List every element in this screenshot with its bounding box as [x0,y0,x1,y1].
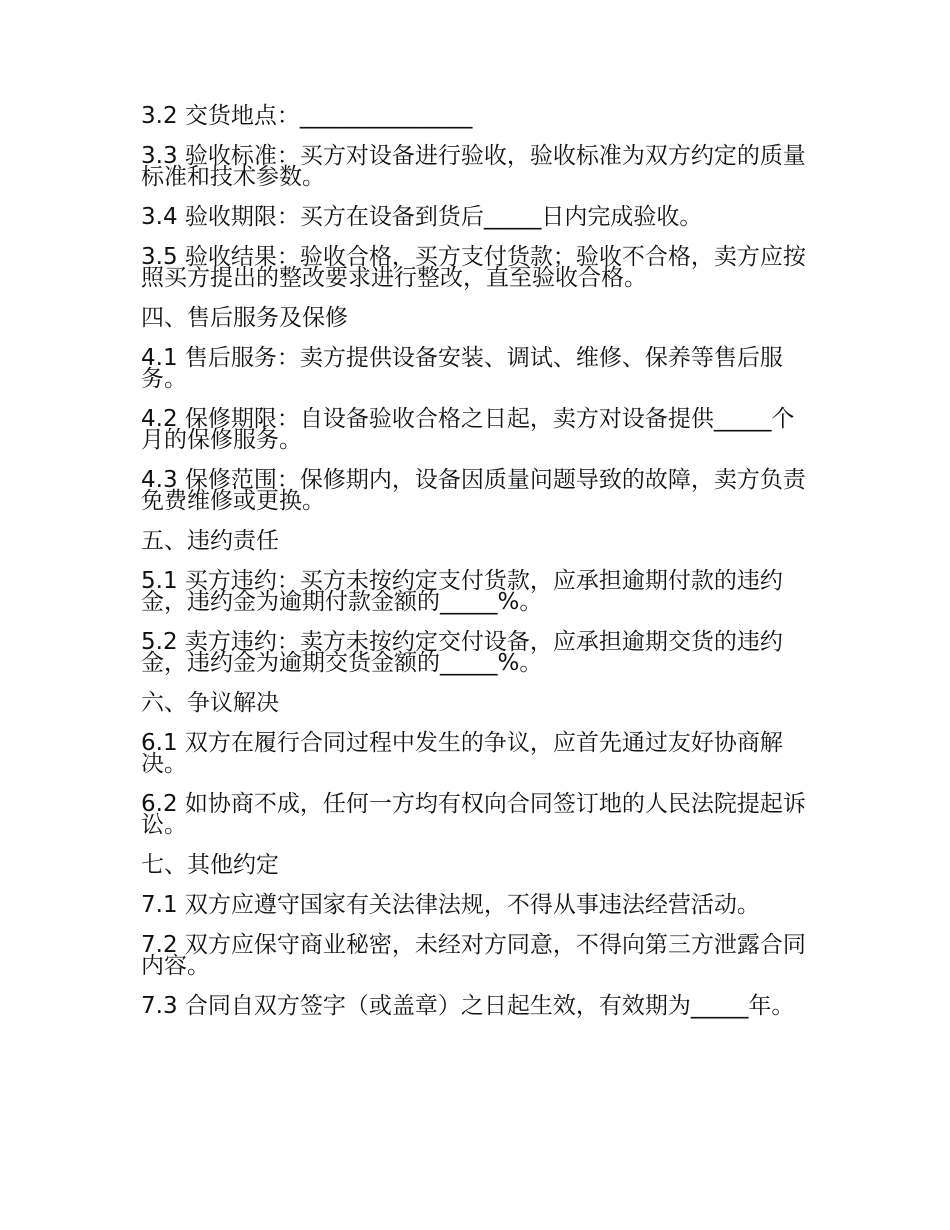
clause-4-3-warranty-scope: 4.3 保修范围：保修期内，设备因质量问题导致的故障，卖方负责免费维修或更换。 [141,467,806,514]
clause-7-3-effectiveness: 7.3 合同自双方签字（或盖章）之日起生效，有效期为_____年。 [141,993,795,1019]
clause-3-5-acceptance-result: 3.5 验收结果：验收合格，买方支付货款；验收不合格，卖方应按照买方提出的整改要求进行整改，直至验收合格。 [141,244,806,291]
clause-7-2-confidentiality: 7.2 双方应保守商业秘密，未经对方同意，不得向第三方泄露合同内容。 [141,932,806,979]
clause-4-1-after-sales-service: 4.1 售后服务：卖方提供设备安装、调试、维修、保养等售后服务。 [141,345,783,392]
clause-5-1-buyer-breach: 5.1 买方违约：买方未按约定支付货款，应承担逾期付款的违约金，违约金为逾期付款金额的_____%。 [141,568,783,615]
document-page [141,103,813,1036]
section-heading-after-sales: 四、售后服务及保修 [141,305,348,331]
clause-7-1-compliance: 7.1 双方应遵守国家有关法律法规，不得从事违法经营活动。 [141,892,760,918]
clause-6-1-negotiation: 6.1 双方在履行合同过程中发生的争议，应首先通过友好协商解决。 [141,730,783,777]
clause-3-4-acceptance-period: 3.4 验收期限：买方在设备到货后_____日内完成验收。 [141,204,703,230]
clause-4-2-warranty-period: 4.2 保修期限：自设备验收合格之日起，卖方对设备提供_____个月的保修服务。 [141,406,795,453]
clause-3-3-acceptance-standard: 3.3 验收标准：买方对设备进行验收，验收标准为双方约定的质量标准和技术参数。 [141,143,806,190]
clause-3-2-delivery-location: 3.2 交货地点：_______________ [141,103,473,129]
clause-5-2-seller-breach: 5.2 卖方违约：卖方未按约定交付设备，应承担逾期交货的违约金，违约金为逾期交货金额的_____%。 [141,629,783,676]
section-heading-breach-liability: 五、违约责任 [141,528,279,554]
section-heading-other-terms: 七、其他约定 [141,852,279,878]
clause-6-2-litigation: 6.2 如协商不成，任何一方均有权向合同签订地的人民法院提起诉讼。 [141,791,806,838]
section-heading-dispute-resolution: 六、争议解决 [141,690,279,716]
